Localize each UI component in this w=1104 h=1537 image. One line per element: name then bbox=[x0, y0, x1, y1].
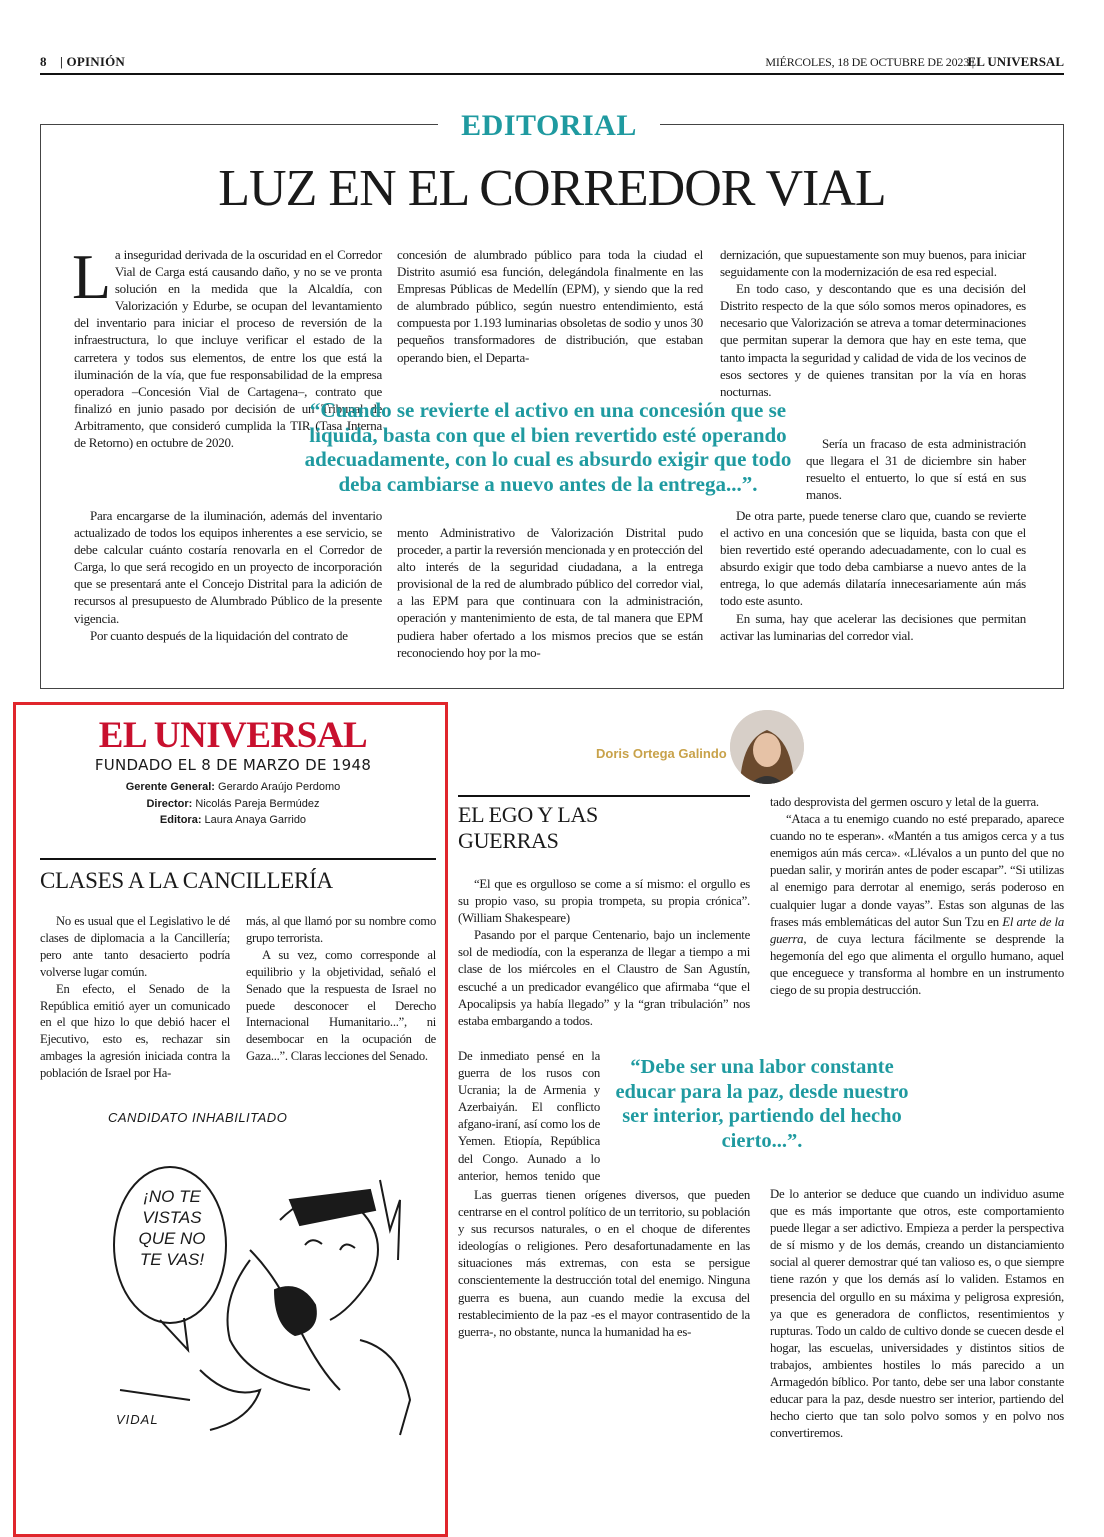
editorial-paragraph: mento Administrativo de Valorización Distrital pudo proceder, a partir la reversión mencionada y en protección del alto interés de la seguridad ciudadana, a la entrega provisional de la red de alumbrado público del corredor vial, a las EPM para que continuara con la administración, operación y mantenimiento de esta, de tal manera que EPM pudiera haber ofertado a los mismos precios que se están reconociendo hoy por la mo- bbox=[397, 525, 703, 660]
page-number: 8 bbox=[40, 54, 47, 69]
oped-column-2-lower bbox=[770, 1186, 1064, 1442]
editorial-paragraph: Para encargarse de la iluminación, además del inventario actualizado de todos los equipos inherentes a ese servicio, se debe calcular cuánto costaría renovarla en el Corredor de Carga, lo que será recogido en un proyecto de incorporación que se presentará ante el Concejo Distrital para la adición de recursos al presupuesto de Alumbrado Público de la presente vigencia. bbox=[74, 508, 382, 626]
oped-paragraph: Las guerras tienen orígenes diversos, que pueden centrarse en el control político de un territorio, su población y sus recursos naturales, o en el choque de diferentes ideologías o religiones. Pero desafortunadamente en las situaciones más extremas, con esta se persigue conscientemente la destrucción total del enemigo. Ninguna guerra es buena, aun cuando medie la excusa del restablecimiento de la paz -es el mayor contrasentido de la guerra-, no obstante, nunca la humanidad ha es- bbox=[458, 1188, 750, 1339]
oped-paragraph: “Ataca a tu enemigo cuando no esté preparado, aparece cuando no te esperan». «Mantén a tus amigos cerca y a tus enemigos aún más cerca». «Llévalos a un punto del que no puedan salir, y morirán antes de poder escapar”. “Si utilizas al enemigo para derrotar al enemigo, serás poderoso en cualquier lugar a donde vayas”. Estas son algunas de las frases más emblemáticas del autor Sun Tzu en El arte de la guerra, de cuya lectura fácilmente se desprende la hegemonía del ego que alimenta el orgullo humano, aquel que enceguece y transforma al hombre en un instrumento ciego de su propia destrucción. bbox=[770, 812, 1064, 998]
section-label: | OPINIÓN bbox=[60, 54, 125, 69]
editorial-column-2-lower bbox=[397, 524, 703, 661]
editorial-paragraph: En todo caso, y descontando que es una decisión del Distrito respecto de la que sólo somos meros opinadores, es necesario que Valorización se atreva a tomar determinaciones que permitan superar la demora que hay en este tema, que tanto impacta la seguridad y calidad de vida de los vecinos de esos sectores y de quienes transitan por la vía en horas nocturnas. bbox=[720, 281, 1026, 399]
oped-pull-quote: “Debe ser una labor constante educar para la paz, desde nuestro ser interior, partiendo del hecho cierto...”. bbox=[615, 1056, 909, 1152]
oped-paragraph: De inmediato pensé en la guerra de los rusos con Ucrania; la de Armenia y Azerbaiyán. El conflicto afgano-iraní, así como los de Yemen. Etiopía, República del Congo. Aunado a lo anterior, hemos tenido que bbox=[458, 1049, 600, 1183]
editorial-kicker: EDITORIAL bbox=[438, 108, 660, 144]
clases-paragraph: En efecto, el Senado de la República emitió ayer un comunicado en el que hizo lo que debió hacer el Ejecutivo, esto es, rechazar sin ambages la agresión iniciada contra la población de Israel por Ha- bbox=[40, 981, 230, 1081]
author-photo-icon bbox=[730, 710, 804, 784]
editorial-paragraph: En suma, hay que acelerar las decisiones que permitan activar las luminarias del corredor vial. bbox=[720, 610, 1026, 643]
clases-column-2 bbox=[246, 913, 436, 1065]
oped-column-2 bbox=[770, 794, 1064, 999]
editorial-column-3-lower bbox=[720, 507, 1026, 644]
editorial-pull-quote: “Cuando se revierte el activo en una concesión que se liquida, basta con que el bien revertido esté operando adecuadamente, con lo cual es absurdo exigir que todo deba cambiarse a nuevo antes de la entrega...”. bbox=[304, 398, 792, 496]
page-header bbox=[40, 53, 1064, 75]
staff-line: Director: Nicolás Pareja Bermúdez bbox=[146, 798, 320, 810]
cartoon-caption: CANDIDATO INHABILITADO bbox=[108, 1110, 288, 1125]
editorial-paragraph: Por cuanto después de la liquidación del contrato de bbox=[90, 627, 348, 643]
editorial-paragraph: Sería un fracaso de esta administración que llegara el 31 de diciembre sin haber resuelto el entuerto, lo que sí está en sus manos. bbox=[806, 436, 1026, 503]
clases-paragraph: A su vez, como corresponde al equilibrio y la objetividad, señaló el Senado que la respuesta de Israel no puede desconocer el Derecho Internacional Humanitario...”, ni desembocar en la ocupación de Gaza...”. Claras lecciones del Senado. bbox=[246, 947, 436, 1064]
oped-paragraph: Pasando por el parque Centenario, bajo un inclemente sol de mediodía, con la esperanza de llegar a tiempo a mi clase de los miércoles en el Claustro de San Agustín, escuché a un predicador evangélico que afirmaba “que el Apocalipsis ya había llegado” y la “gran tribulación” nos estaba embargando a todos. bbox=[458, 928, 750, 1028]
divider bbox=[40, 858, 436, 860]
oped-column-1 bbox=[458, 876, 750, 1030]
dateline: MIÉRCOLES, 18 DE OCTUBRE DE 2023 | bbox=[765, 55, 974, 69]
editorial-column-3-mid bbox=[806, 435, 1026, 503]
drop-cap: L bbox=[72, 241, 111, 312]
clases-paragraph: más, al que llamó por su nombre como grupo terrorista. bbox=[246, 914, 436, 945]
avatar bbox=[730, 710, 804, 784]
author-name: Doris Ortega Galindo bbox=[596, 746, 727, 761]
oped-title: EL EGO Y LAS GUERRAS bbox=[458, 802, 598, 853]
oped-paragraph: tado desprovista del germen oscuro y letal de la guerra. bbox=[770, 795, 1039, 809]
oped-column-1-lower bbox=[458, 1187, 750, 1341]
staff-line: Gerente General: Gerardo Araújo Perdomo bbox=[125, 781, 341, 793]
divider bbox=[458, 795, 750, 797]
cartoon-bubble-text: ¡NO TE VISTAS QUE NO TE VAS! bbox=[138, 1187, 206, 1269]
editorial-paragraph: La inseguridad derivada de la oscuridad en el Corredor Vial de Carga está causando daño, y no se ve pronta solución en la medida que la Alcaldía, con Valorización y Edurbe, se ocupan del levantamiento del inventario para iniciar el proceso de reversión de la infraestructura, lo que incluye verificar el estado de la carretera y todos sus elementos, de entre los que está la iluminación de la vía, que fue responsabilidad de la empresa operadora –Concesión Vial de Cartagena–, contrato que finalizó en junio pasado por decisión de un Tribunal de Arbitramento, que consideró cumplida la TIR (Tasa Interna de Retorno) en octubre de 2020. bbox=[72, 241, 382, 451]
cartoon-drawing bbox=[100, 1140, 420, 1440]
editorial-paragraph: dernización, que supuestamente son muy buenos, para iniciar seguidamente con la modernización de esa red especial. bbox=[720, 247, 1026, 280]
editorial-title: LUZ EN EL CORREDOR VIAL bbox=[218, 160, 886, 217]
oped-column-1-narrow bbox=[458, 1048, 600, 1184]
editorial-paragraph: De otra parte, puede tenerse claro que, cuando se revierte el activo en una concesión que se liquida, basta con que el bien revertido esté operando adecuadamente, con lo cual es absurdo exigir que todo deba cambiarse a nuevo antes de la entrega, lo que además dilataría innecesariamente aún más todo este asunto. bbox=[720, 508, 1026, 609]
editorial-paragraph: concesión de alumbrado público para toda la ciudad el Distrito asumió esa función, delegándola finalmente en las Empresas Públicas de Medellín (EPM), y siendo que la red de alumbrado público, según nuestro entendimiento, está compuesta por 1.193 luminarias obsoletas de sodio y unos 30 pequeños transformadores de distribución, que estaban operando bien, el Departa- bbox=[397, 247, 703, 365]
paper-name: EL UNIVERSAL bbox=[967, 54, 1064, 69]
editorial-column-2 bbox=[397, 246, 703, 366]
clases-column-1 bbox=[40, 913, 230, 1082]
masthead-name: EL UNIVERSAL bbox=[98, 715, 368, 756]
oped-paragraph: “El que es orgulloso se come a sí mismo: el orgullo es su propio vaso, su propia trompeta, su propia crónica”. (William Shakespeare) bbox=[458, 877, 750, 926]
oped-paragraph: De lo anterior se deduce que cuando un individuo asume que es más importante que otros, este comportamiento puede llegar a ser adictivo. Empieza a perder la perspectiva de sí mismo y de los demás, creando un distanciamiento social al querer demostrar qué tan valioso es, o que siempre tiene razón y que los demás así lo validen. Estamos en presencia del orgullo en su máxima y peligrosa expresión, ya que es generadora de conflictos, resentimientos y rupturas. Todo un caldo de cultivo donde se cuecen desde el hogar, las escuelas, universidades y distintos sitios de trabajos, ambientes hostiles lo más parecido a un Armagedón bíblico. Por tanto, debe ser una labor constante educar para la paz, desde nuestro ser interior, partiendo del hecho cierto que tan solo polvo somos y en polvo nos convertiremos. bbox=[770, 1187, 1064, 1441]
masthead-founded: FUNDADO EL 8 DE MARZO DE 1948 bbox=[94, 756, 372, 774]
clases-paragraph: No es usual que el Legislativo le dé clases de diplomacia a la Cancillería; pero ante tanto desacierto podría volverse lugar común. bbox=[40, 914, 230, 979]
clases-title: CLASES A LA CANCILLERÍA bbox=[40, 868, 333, 893]
editorial-column-1-lower bbox=[74, 507, 382, 644]
editorial-column-3 bbox=[720, 246, 1026, 400]
staff-line: Editora: Laura Anaya Garrido bbox=[159, 814, 307, 826]
cartoon-signature: VIDAL bbox=[116, 1412, 159, 1427]
